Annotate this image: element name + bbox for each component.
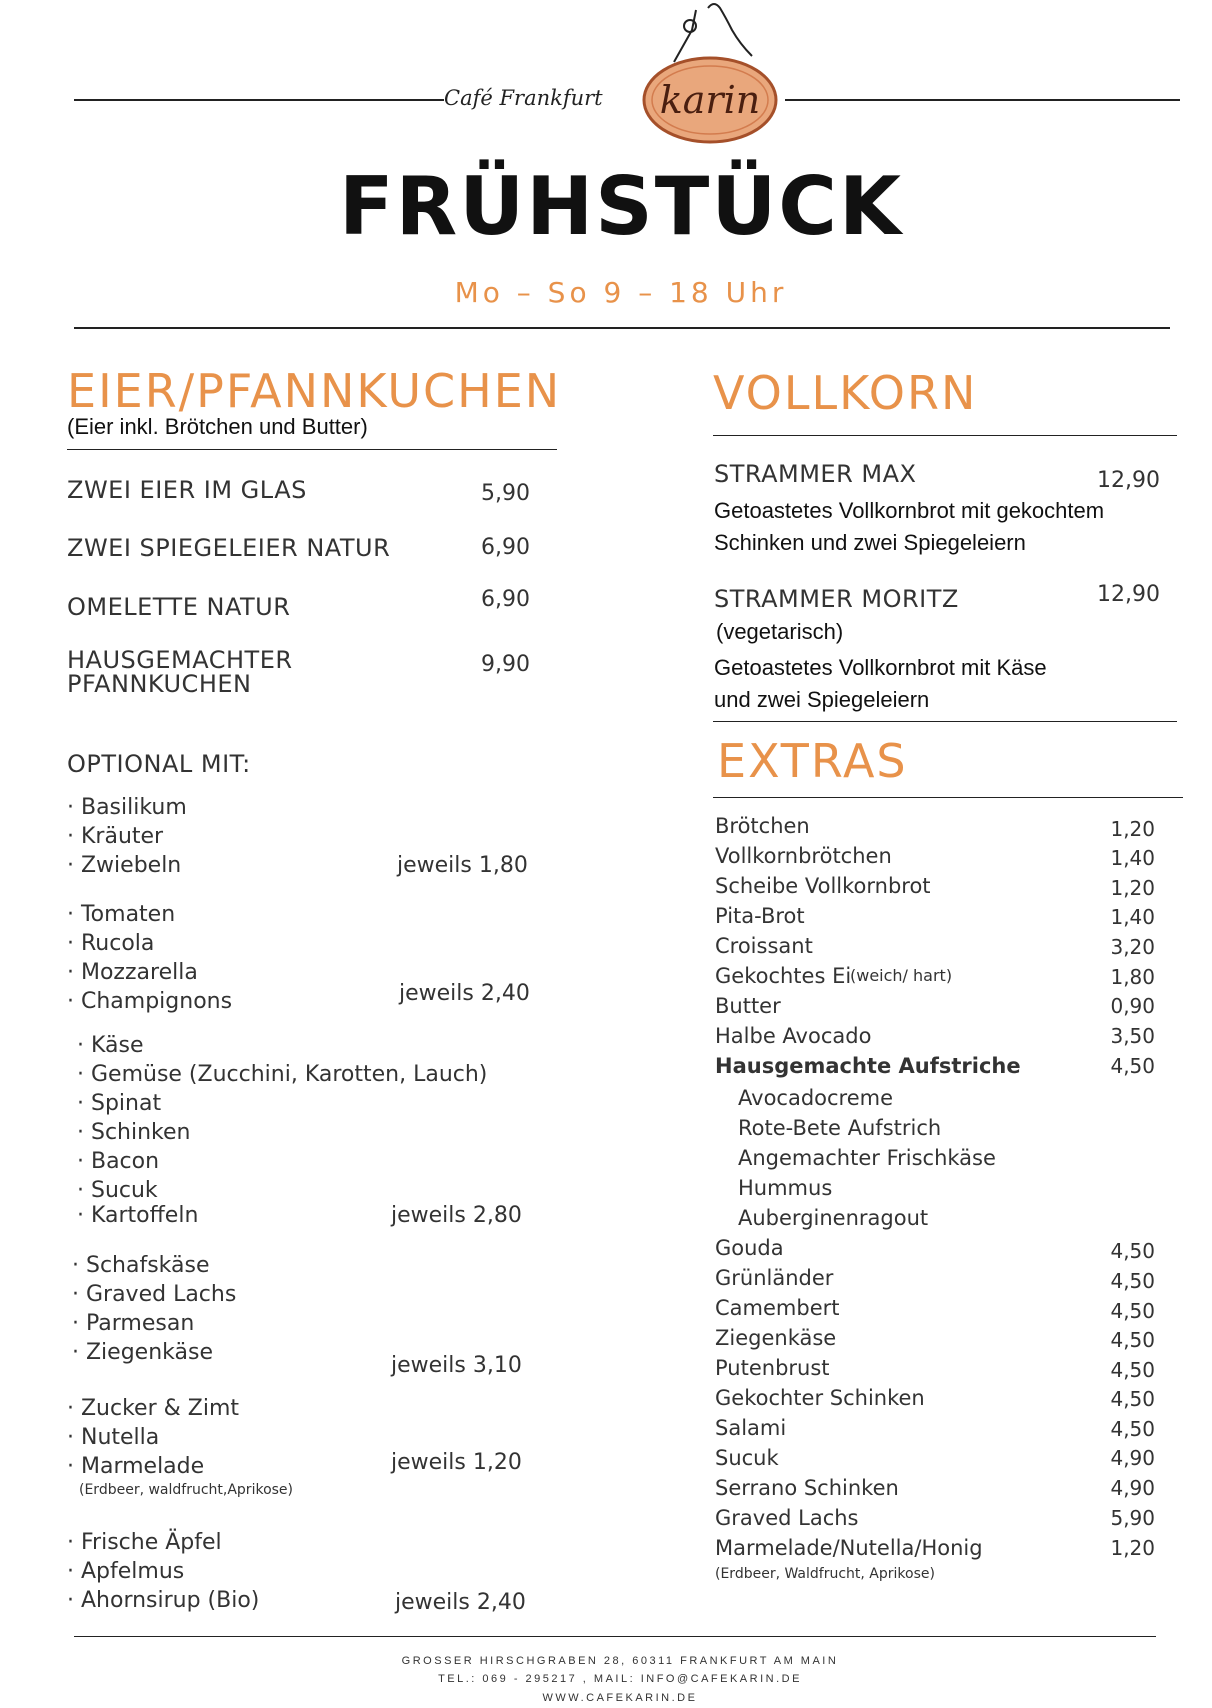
- logo-name: karin: [659, 78, 761, 122]
- option-item: · Graved Lachs: [72, 1282, 237, 1307]
- extras-sub-item: Auberginenragout: [738, 1206, 929, 1230]
- menu-item-description: Schinken und zwei Spiegeleiern: [714, 530, 1026, 555]
- extras-item-price: 4,90: [1110, 1446, 1155, 1470]
- extras-item-name: Scheibe Vollkornbrot: [715, 874, 931, 898]
- option-item: · Schinken: [77, 1120, 191, 1145]
- logo-icon: [630, 0, 790, 150]
- extras-item-price: 1,40: [1110, 905, 1155, 929]
- footer-website: WWW.CAFEKARIN.DE: [542, 1692, 698, 1704]
- extras-item-price: 4,50: [1110, 1054, 1155, 1078]
- menu-item-name: STRAMMER MAX: [714, 460, 917, 488]
- menu-item-note: (vegetarisch): [716, 619, 844, 644]
- extras-item-note: (Erdbeer, Waldfrucht, Aprikose): [715, 1566, 935, 1582]
- menu-item-name: HAUSGEMACHTER: [67, 646, 293, 674]
- extras-item-price: 4,50: [1110, 1358, 1155, 1382]
- menu-item-price: 12,90: [1097, 468, 1160, 493]
- option-item: · Kräuter: [67, 824, 164, 849]
- section-heading-vollkorn: VOLLKORN: [713, 366, 978, 420]
- extras-sub-item: Rote-Bete Aufstrich: [738, 1116, 942, 1140]
- extras-item-price: 1,20: [1110, 817, 1155, 841]
- menu-item-name: ZWEI EIER IM GLAS: [67, 476, 307, 504]
- menu-item-description: Getoastetes Vollkornbrot mit Käse: [714, 655, 1047, 680]
- extras-item-price: 3,20: [1110, 935, 1155, 959]
- extras-item-name: Ziegenkäse: [715, 1326, 837, 1350]
- option-item: · Zwiebeln: [67, 853, 182, 878]
- option-group-price: jeweils 1,20: [391, 1450, 522, 1475]
- extras-item-name: Vollkornbrötchen: [715, 844, 892, 868]
- extras-sub-item: Angemachter Frischkäse: [738, 1146, 996, 1170]
- option-item: · Marmelade: [67, 1454, 205, 1479]
- extras-item-name: Putenbrust: [715, 1356, 830, 1380]
- extras-item-price: 4,50: [1110, 1299, 1155, 1323]
- option-item: · Tomaten: [67, 902, 176, 927]
- menu-item-price: 6,90: [481, 535, 530, 560]
- extras-item-name: Sucuk: [715, 1446, 779, 1470]
- menu-item-description: Getoastetes Vollkornbrot mit gekochtem: [714, 498, 1105, 523]
- option-group-price: jeweils 2,80: [391, 1203, 522, 1228]
- menu-item-price: 9,90: [481, 652, 530, 677]
- section-heading-extras: EXTRAS: [717, 734, 908, 788]
- footer-rule: [74, 1636, 1156, 1637]
- extras-item-name: Gouda: [715, 1236, 784, 1260]
- extras-item-name: Croissant: [715, 934, 813, 958]
- menu-item-price: 12,90: [1097, 582, 1160, 607]
- option-item: · Mozzarella: [67, 960, 198, 985]
- section-subheading-eier: (Eier inkl. Brötchen und Butter): [67, 414, 368, 439]
- extras-item-name: Graved Lachs: [715, 1506, 859, 1530]
- extras-item-price: 1,40: [1110, 846, 1155, 870]
- extras-sub-item: Hummus: [738, 1176, 833, 1200]
- extras-item-name: Butter: [715, 994, 781, 1018]
- option-item: · Bacon: [77, 1149, 160, 1174]
- menu-item-name: STRAMMER MORITZ: [714, 585, 959, 613]
- extras-item-price: 1,80: [1110, 965, 1155, 989]
- option-item: · Käse: [77, 1033, 144, 1058]
- vollkorn-rule: [713, 435, 1177, 436]
- extras-sub-item: Avocadocreme: [738, 1086, 894, 1110]
- header-bottom-rule: [74, 327, 1170, 329]
- extras-item-name: Marmelade/Nutella/Honig: [715, 1536, 983, 1560]
- option-item: · Ahornsirup (Bio): [67, 1588, 260, 1613]
- option-item: · Champignons: [67, 989, 233, 1014]
- extras-item-price: 0,90: [1110, 994, 1155, 1018]
- logo-prefix: Café Frankfurt: [444, 86, 603, 110]
- option-item: · Sucuk: [77, 1178, 158, 1203]
- extras-item-name: Halbe Avocado: [715, 1024, 872, 1048]
- header-rule-right: [785, 99, 1180, 101]
- menu-item-price: 5,90: [481, 481, 530, 506]
- menu-item-description: und zwei Spiegeleiern: [714, 687, 930, 712]
- option-group-price: jeweils 1,80: [397, 853, 528, 878]
- header-rule-left: [74, 99, 444, 101]
- option-item: · Rucola: [67, 931, 155, 956]
- option-item: · Apfelmus: [67, 1559, 185, 1584]
- extras-item-name: Salami: [715, 1416, 787, 1440]
- option-item: · Parmesan: [72, 1311, 195, 1336]
- option-group-price: jeweils 2,40: [395, 1590, 526, 1615]
- vollkorn-bottom-rule: [713, 721, 1177, 722]
- extras-item-price: 1,20: [1110, 1536, 1155, 1560]
- option-item: · Kartoffeln: [77, 1203, 199, 1228]
- menu-item-price: 6,90: [481, 587, 530, 612]
- extras-item-price: 5,90: [1110, 1506, 1155, 1530]
- option-item: · Frische Äpfel: [67, 1530, 222, 1555]
- option-group-price: jeweils 2,40: [399, 981, 530, 1006]
- option-item: · Nutella: [67, 1425, 160, 1450]
- extras-item-price: 4,50: [1110, 1239, 1155, 1263]
- extras-item-name: Gekochter Schinken: [715, 1386, 925, 1410]
- extras-item-name: Hausgemachte Aufstriche: [715, 1054, 1021, 1078]
- page-title: FRÜHSTÜCK: [338, 160, 903, 253]
- menu-item-name: OMELETTE NATUR: [67, 593, 291, 621]
- option-item: · Ziegenkäse: [72, 1340, 213, 1365]
- footer-address: GROSSER HIRSCHGRABEN 28, 60311 FRANKFURT AM MAIN: [401, 1655, 839, 1667]
- option-item: · Schafskäse: [72, 1253, 210, 1278]
- extras-item-name: Pita-Brot: [715, 904, 805, 928]
- option-item: · Basilikum: [67, 795, 187, 820]
- option-item: · Zucker & Zimt: [67, 1396, 240, 1421]
- extras-item-name: Camembert: [715, 1296, 840, 1320]
- extras-item-price: 4,50: [1110, 1269, 1155, 1293]
- option-group-price: jeweils 3,10: [391, 1353, 522, 1378]
- menu-item-name-line2: PFANNKUCHEN: [67, 670, 252, 698]
- section-heading-eier: EIER/PFANNKUCHEN: [67, 364, 562, 418]
- extras-item-price: 4,50: [1110, 1328, 1155, 1352]
- extras-item-price: 3,50: [1110, 1024, 1155, 1048]
- extras-item-price: 4,90: [1110, 1476, 1155, 1500]
- extras-item-price: 1,20: [1110, 876, 1155, 900]
- footer-contact: TEL.: 069 - 295217 , MAIL: INFO@CAFEKARIN.DE: [438, 1673, 802, 1685]
- menu-item-name: ZWEI SPIEGELEIER NATUR: [67, 534, 391, 562]
- option-item: · Spinat: [77, 1091, 162, 1116]
- extras-item-price: 4,50: [1110, 1417, 1155, 1441]
- eier-rule: [67, 449, 557, 450]
- optional-heading: OPTIONAL MIT:: [67, 750, 251, 778]
- extras-rule: [713, 797, 1183, 798]
- option-note: (Erdbeer, waldfrucht,Aprikose): [79, 1482, 293, 1498]
- extras-item-note: (weich/ hart): [850, 966, 953, 985]
- extras-item-name: Gekochtes Ei: [715, 964, 852, 988]
- opening-hours: Mo – So 9 – 18 Uhr: [454, 276, 788, 309]
- extras-item-name: Serrano Schinken: [715, 1476, 899, 1500]
- extras-item-name: Brötchen: [715, 814, 810, 838]
- option-item: · Gemüse (Zucchini, Karotten, Lauch): [77, 1062, 488, 1087]
- extras-item-name: Grünländer: [715, 1266, 834, 1290]
- extras-item-price: 4,50: [1110, 1387, 1155, 1411]
